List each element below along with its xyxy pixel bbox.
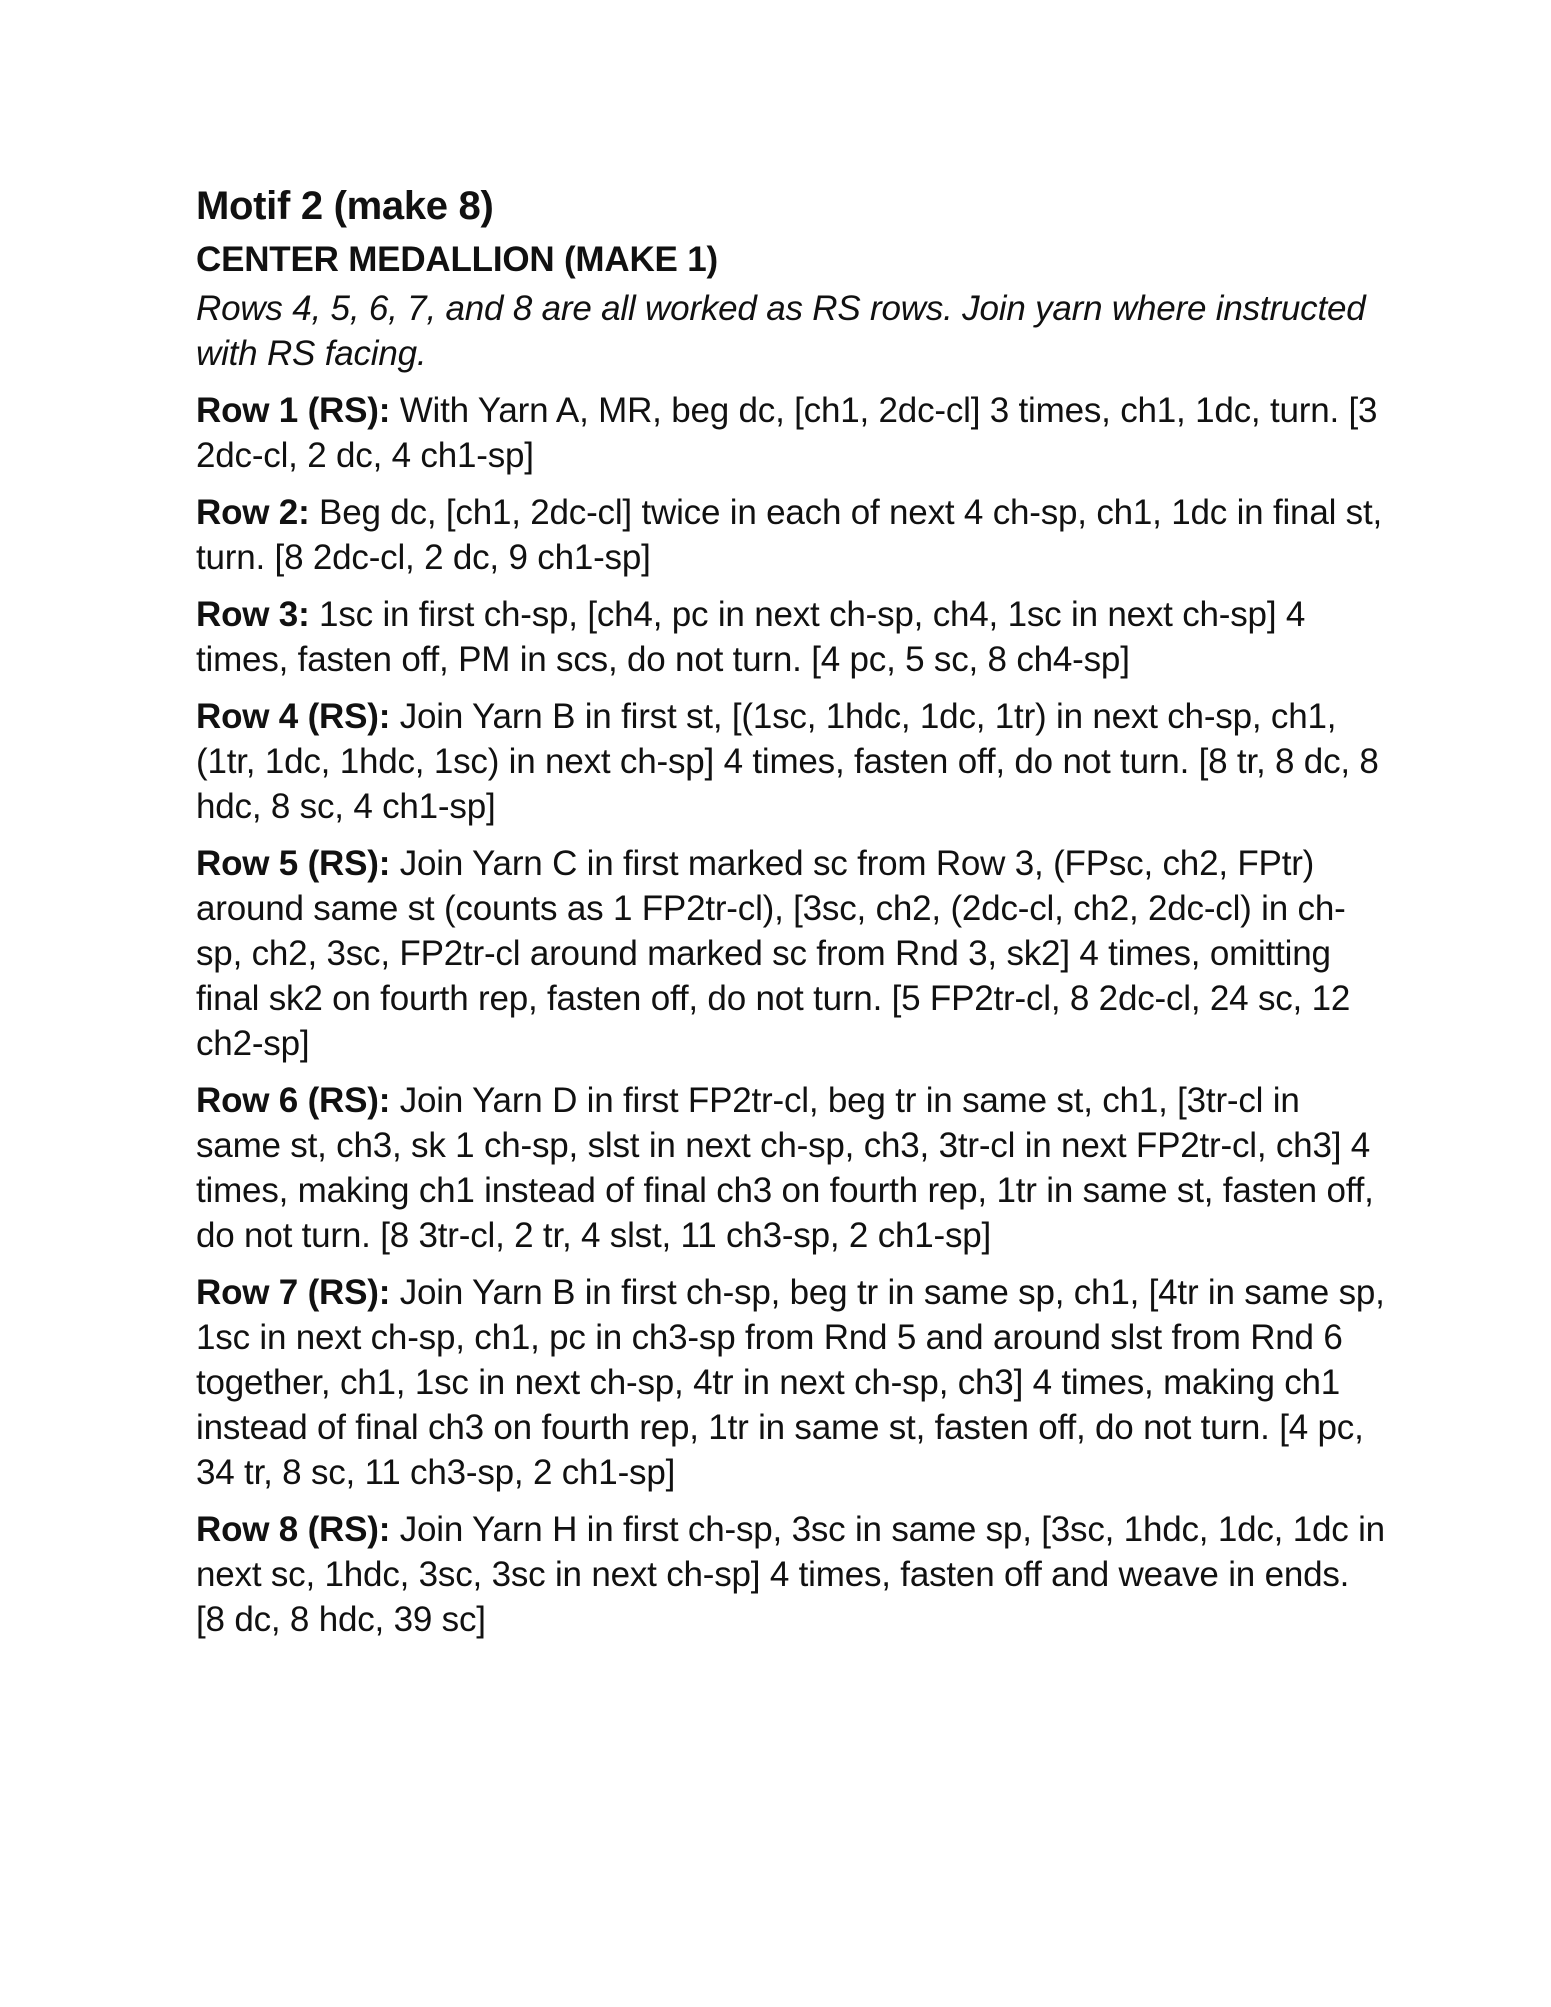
row-text: Join Yarn B in first ch-sp, beg tr in same sp, ch1, [4tr in same sp, 1sc in next ch-sp, ch1, pc in ch3-sp from Rnd 5 and around slst from Rnd 6 together, ch1, 1sc in next ch-sp, 4tr in next ch-sp, ch3] 4 times, making ch1 instead of final ch3 on fourth rep, 1tr in same st, fasten off, do not turn. [4 pc, 34 tr, 8 sc, 11 ch3-sp, 2 ch1-sp] [196, 1273, 1385, 1492]
row-label: Row 2: [196, 493, 310, 532]
row-text: Beg dc, [ch1, 2dc-cl] twice in each of next 4 ch-sp, ch1, 1dc in final st, turn. [8 2dc-cl, 2 dc, 9 ch1-sp] [196, 493, 1383, 577]
row-text: 1sc in first ch-sp, [ch4, pc in next ch-sp, ch4, 1sc in next ch-sp] 4 times, fasten off, PM in scs, do not turn. [4 pc, 5 sc, 8 ch4-sp] [196, 595, 1306, 679]
row-label: Row 1 (RS): [196, 391, 391, 430]
row-7 [196, 1270, 1386, 1495]
row-label: Row 7 (RS): [196, 1273, 391, 1312]
row-label: Row 8 (RS): [196, 1510, 391, 1549]
row-label: Row 6 (RS): [196, 1081, 391, 1120]
row-text: With Yarn A, MR, beg dc, [ch1, 2dc-cl] 3 times, ch1, 1dc, turn. [3 2dc-cl, 2 dc, 4 ch1-sp] [196, 391, 1378, 475]
row-label: Row 5 (RS): [196, 844, 391, 883]
document-page [196, 182, 1386, 1642]
row-4 [196, 694, 1386, 829]
intro-note: Rows 4, 5, 6, 7, and 8 are all worked as RS rows. Join yarn where instructed with RS facing. [196, 289, 1366, 373]
row-8 [196, 1507, 1386, 1642]
row-text: Join Yarn C in first marked sc from Row 3, (FPsc, ch2, FPtr) around same st (counts as 1 FP2tr-cl), [3sc, ch2, (2dc-cl, ch2, 2dc-cl) in ch-sp, ch2, 3sc, FP2tr-cl around marked sc from Rnd 3, sk2] 4 times, omitting final sk2 on fourth rep, fasten off, do not turn. [5 FP2tr-cl, 8 2dc-cl, 24 sc, 12 ch2-sp] [196, 844, 1351, 1063]
section-heading: CENTER MEDALLION (MAKE 1) [196, 240, 718, 279]
row-label: Row 4 (RS): [196, 697, 391, 736]
row-6 [196, 1078, 1386, 1258]
row-text: Join Yarn H in first ch-sp, 3sc in same sp, [3sc, 1hdc, 1dc, 1dc in next sc, 1hdc, 3sc, 3sc in next ch-sp] 4 times, fasten off and weave in ends. [8 dc, 8 hdc, 39 sc] [196, 1510, 1385, 1639]
row-1 [196, 388, 1386, 478]
row-5 [196, 841, 1386, 1066]
row-3 [196, 592, 1386, 682]
row-text: Join Yarn B in first st, [(1sc, 1hdc, 1dc, 1tr) in next ch-sp, ch1, (1tr, 1dc, 1hdc, 1sc) in next ch-sp] 4 times, fasten off, do not turn. [8 tr, 8 dc, 8 hdc, 8 sc, 4 ch1-sp] [196, 697, 1379, 826]
row-label: Row 3: [196, 595, 310, 634]
page-title: Motif 2 (make 8) [196, 184, 494, 228]
row-text: Join Yarn D in first FP2tr-cl, beg tr in same st, ch1, [3tr-cl in same st, ch3, sk 1 ch-sp, slst in next ch-sp, ch3, 3tr-cl in next FP2tr-cl, ch3] 4 times, making ch1 instead of final ch3 on fourth rep, 1tr in same st, fasten off, do not turn. [8 3tr-cl, 2 tr, 4 slst, 11 ch3-sp, 2 ch1-sp] [196, 1081, 1374, 1255]
row-2 [196, 490, 1386, 580]
